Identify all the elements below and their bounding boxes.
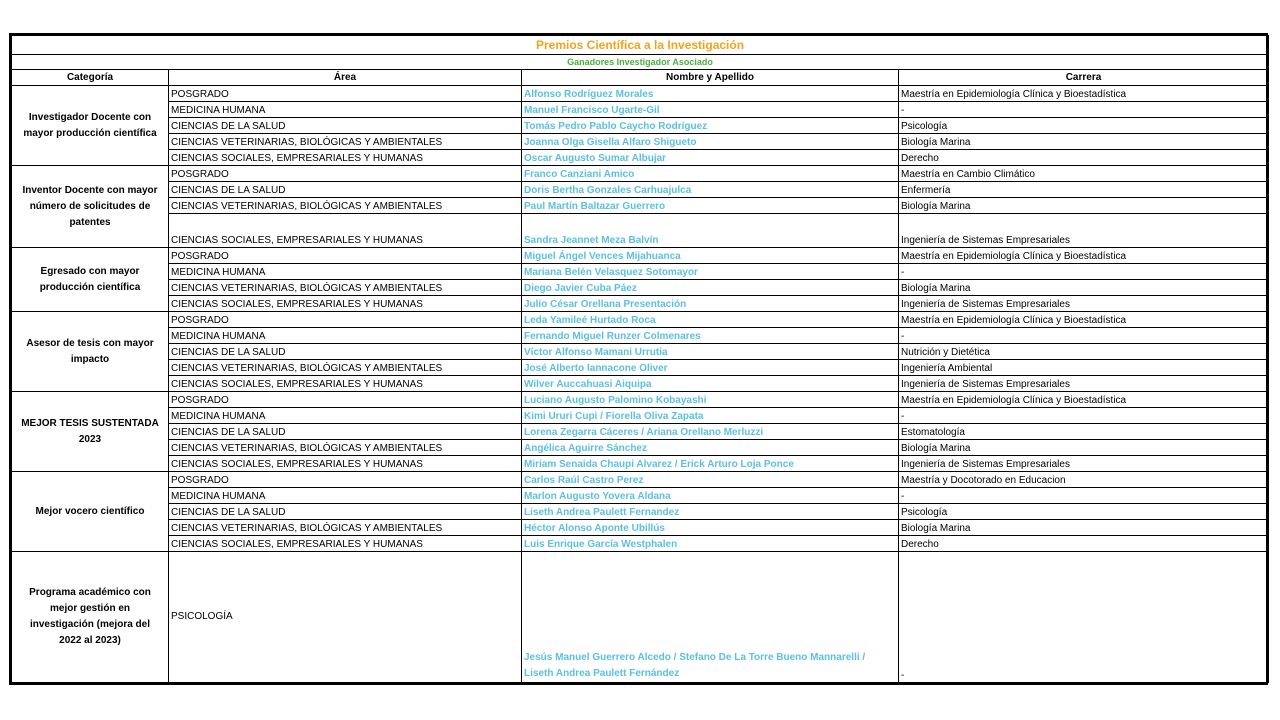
name-cell: Tomás Pedro Pablo Caycho Rodríguez — [522, 118, 899, 134]
header-row — [12, 70, 1269, 86]
area-cell: MEDICINA HUMANA — [169, 488, 522, 504]
career-cell: Biología Marina — [899, 520, 1269, 536]
name-cell: Carlos Raúl Castro Perez — [522, 472, 899, 488]
name-cell: Oscar Augusto Sumar Albujar — [522, 150, 899, 166]
category-cell: Programa académico con mejor gestión en investigación (mejora del 2022 al 2023) — [12, 552, 169, 683]
table-row — [12, 504, 1269, 520]
table-row — [12, 86, 1269, 102]
career-cell: - — [899, 328, 1269, 344]
table-row — [12, 392, 1269, 408]
career-cell: Biología Marina — [899, 198, 1269, 214]
career-cell: Maestría y Docotorado en Educacion — [899, 472, 1269, 488]
career-cell: Ingeniería de Sistemas Empresariales — [899, 214, 1269, 248]
career-cell: Maestría en Epidemiología Clínica y Bioestadística — [899, 392, 1269, 408]
table-row — [12, 182, 1269, 198]
name-cell: Wilver Auccahuasi Aiquipa — [522, 376, 899, 392]
career-cell: Enfermería — [899, 182, 1269, 198]
area-cell: CIENCIAS SOCIALES, EMPRESARIALES Y HUMANAS — [169, 214, 522, 248]
area-cell: MEDICINA HUMANA — [169, 264, 522, 280]
area-cell: CIENCIAS VETERINARIAS, BIOLÓGICAS Y AMBIENTALES — [169, 134, 522, 150]
area-cell: MEDICINA HUMANA — [169, 328, 522, 344]
area-cell: POSGRADO — [169, 248, 522, 264]
table-row — [12, 440, 1269, 456]
name-cell: Leda Yamileé Hurtado Roca — [522, 312, 899, 328]
name-cell: Joanna Olga Gisella Alfaro Shigueto — [522, 134, 899, 150]
table-row — [12, 456, 1269, 472]
category-cell: Inventor Docente con mayor número de solicitudes de patentes — [12, 166, 169, 248]
category-cell: Egresado con mayor producción científica — [12, 248, 169, 312]
category-cell: Asesor de tesis con mayor impacto — [12, 312, 169, 392]
area-cell: POSGRADO — [169, 472, 522, 488]
name-cell: Víctor Alfonso Mamani Urrutia — [522, 344, 899, 360]
table-row — [12, 472, 1269, 488]
table-row — [12, 424, 1269, 440]
header-categoria: Categoría — [12, 70, 169, 86]
name-cell: Luis Enrique García Westphalen — [522, 536, 899, 552]
name-cell: José Alberto Iannacone Oliver — [522, 360, 899, 376]
table-row — [12, 198, 1269, 214]
name-cell: Franco Canziani Amico — [522, 166, 899, 182]
career-cell: - — [899, 264, 1269, 280]
header-carrera: Carrera — [899, 70, 1269, 86]
name-cell: Mariana Belén Velasquez Sotomayor — [522, 264, 899, 280]
area-cell: CIENCIAS DE LA SALUD — [169, 504, 522, 520]
area-cell: CIENCIAS DE LA SALUD — [169, 182, 522, 198]
area-cell: CIENCIAS SOCIALES, EMPRESARIALES Y HUMANAS — [169, 536, 522, 552]
area-cell: CIENCIAS SOCIALES, EMPRESARIALES Y HUMANAS — [169, 296, 522, 312]
name-cell: Paul Martín Baltazar Guerrero — [522, 198, 899, 214]
career-cell: Maestría en Cambio Climático — [899, 166, 1269, 182]
table-row — [12, 488, 1269, 504]
area-cell: MEDICINA HUMANA — [169, 102, 522, 118]
area-cell: CIENCIAS SOCIALES, EMPRESARIALES Y HUMANAS — [169, 150, 522, 166]
name-cell: Sandra Jeannet Meza Balvín — [522, 214, 899, 248]
name-cell: Fernando Miguel Runzer Colmenares — [522, 328, 899, 344]
career-cell: Maestría en Epidemiología Clínica y Bioestadística — [899, 86, 1269, 102]
table-row — [12, 296, 1269, 312]
area-cell: CIENCIAS DE LA SALUD — [169, 424, 522, 440]
career-cell: - — [899, 552, 1269, 683]
career-cell: Biología Marina — [899, 280, 1269, 296]
area-cell: CIENCIAS VETERINARIAS, BIOLÓGICAS Y AMBIENTALES — [169, 360, 522, 376]
career-cell: Biología Marina — [899, 134, 1269, 150]
name-cell: Diego Javier Cuba Páez — [522, 280, 899, 296]
area-cell: POSGRADO — [169, 392, 522, 408]
career-cell: Derecho — [899, 536, 1269, 552]
table-title: Premios Científica a la Investigación — [12, 36, 1269, 55]
header-area: Área — [169, 70, 522, 86]
header-nombre: Nombre y Apellido — [522, 70, 899, 86]
area-cell: POSGRADO — [169, 312, 522, 328]
area-cell: CIENCIAS DE LA SALUD — [169, 118, 522, 134]
name-cell: Miriam Senaida Chaupi Alvarez / Erick Arturo Loja Ponce — [522, 456, 899, 472]
table-row — [12, 214, 1269, 248]
table-row — [12, 264, 1269, 280]
career-cell: Psicología — [899, 504, 1269, 520]
name-cell: Alfonso Rodríguez Morales — [522, 86, 899, 102]
name-cell: Jesús Manuel Guerrero Alcedo / Stefano De La Torre Bueno Mannarelli / Liseth Andrea Paulett Fernández — [522, 552, 899, 683]
category-cell: Investigador Docente con mayor producción científica — [12, 86, 169, 166]
career-cell: Maestría en Epidemiología Clínica y Bioestadística — [899, 248, 1269, 264]
table-row — [12, 134, 1269, 150]
category-cell: MEJOR TESIS SUSTENTADA 2023 — [12, 392, 169, 472]
career-cell: Ingeniería de Sistemas Empresariales — [899, 376, 1269, 392]
career-cell: - — [899, 102, 1269, 118]
name-cell: Angélica Aguirre Sánchez — [522, 440, 899, 456]
table-row — [12, 280, 1269, 296]
table-row — [12, 102, 1269, 118]
table-row — [12, 520, 1269, 536]
career-cell: Ingeniería Ambiental — [899, 360, 1269, 376]
area-cell: CIENCIAS VETERINARIAS, BIOLÓGICAS Y AMBIENTALES — [169, 280, 522, 296]
table-row — [12, 360, 1269, 376]
area-cell: CIENCIAS DE LA SALUD — [169, 344, 522, 360]
career-cell: Psicología — [899, 118, 1269, 134]
table-row — [12, 408, 1269, 424]
name-cell: Kimi Ururi Cupi / Fiorella Oliva Zapata — [522, 408, 899, 424]
name-cell: Lorena Zegarra Cáceres / Ariana Orellano Merluzzi — [522, 424, 899, 440]
career-cell: Ingeniería de Sistemas Empresariales — [899, 456, 1269, 472]
table-row — [12, 118, 1269, 134]
career-cell: Nutrición y Dietética — [899, 344, 1269, 360]
name-cell: Doris Bertha Gonzales Carhuajulca — [522, 182, 899, 198]
table-row — [12, 166, 1269, 182]
name-cell: Marlon Augusto Yovera Aldana — [522, 488, 899, 504]
table-row — [12, 328, 1269, 344]
table-row — [12, 150, 1269, 166]
area-cell: CIENCIAS VETERINARIAS, BIOLÓGICAS Y AMBIENTALES — [169, 520, 522, 536]
area-cell: CIENCIAS SOCIALES, EMPRESARIALES Y HUMANAS — [169, 456, 522, 472]
name-cell: Héctor Alonso Aponte Ubillús — [522, 520, 899, 536]
table-row — [12, 312, 1269, 328]
career-cell: Estomatología — [899, 424, 1269, 440]
career-cell: Biología Marina — [899, 440, 1269, 456]
category-cell: Mejor vocero científico — [12, 472, 169, 552]
table-row — [12, 376, 1269, 392]
table-row — [12, 552, 1269, 683]
area-cell: MEDICINA HUMANA — [169, 408, 522, 424]
name-cell: Luciano Augusto Palomino Kobayashi — [522, 392, 899, 408]
career-cell: - — [899, 408, 1269, 424]
table-subtitle: Ganadores Investigador Asociado — [12, 55, 1269, 70]
awards-table — [11, 35, 1269, 683]
name-cell: Miguel Ángel Vences Mijahuanca — [522, 248, 899, 264]
area-cell: PSICOLOGÍA — [169, 552, 522, 683]
table-row — [12, 248, 1269, 264]
area-cell: POSGRADO — [169, 86, 522, 102]
area-cell: POSGRADO — [169, 166, 522, 182]
name-cell: Manuel Francisco Ugarte-Gil — [522, 102, 899, 118]
career-cell: Maestría en Epidemiología Clínica y Bioestadística — [899, 312, 1269, 328]
career-cell: Derecho — [899, 150, 1269, 166]
awards-sheet — [9, 33, 1268, 685]
area-cell: CIENCIAS VETERINARIAS, BIOLÓGICAS Y AMBIENTALES — [169, 440, 522, 456]
name-cell: Liseth Andrea Paulett Fernandez — [522, 504, 899, 520]
table-row — [12, 344, 1269, 360]
table-row — [12, 536, 1269, 552]
career-cell: - — [899, 488, 1269, 504]
area-cell: CIENCIAS VETERINARIAS, BIOLÓGICAS Y AMBIENTALES — [169, 198, 522, 214]
area-cell: CIENCIAS SOCIALES, EMPRESARIALES Y HUMANAS — [169, 376, 522, 392]
name-cell: Julio César Orellana Presentación — [522, 296, 899, 312]
career-cell: Ingeniería de Sistemas Empresariales — [899, 296, 1269, 312]
